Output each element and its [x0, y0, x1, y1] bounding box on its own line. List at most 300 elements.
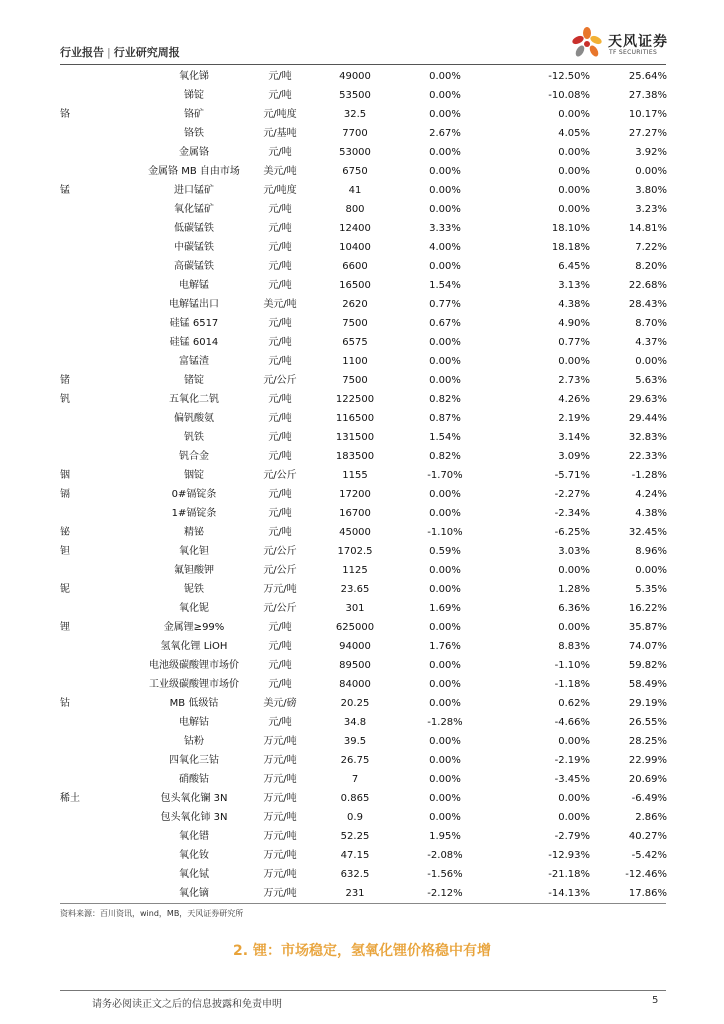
- unit-cell: 万元/吨: [263, 584, 297, 595]
- monthly-change-cell: 3.13%: [558, 280, 590, 291]
- price-cell: 10400: [339, 242, 371, 253]
- product-name-cell: 金属锂≥99%: [163, 622, 225, 633]
- yearly-change-cell: 4.24%: [635, 489, 667, 500]
- unit-cell: 美元/磅: [263, 698, 297, 709]
- category-cell: [60, 637, 100, 656]
- table-row: [60, 314, 666, 333]
- price-cell: 45000: [339, 527, 371, 538]
- weekly-change-cell: 0.00%: [429, 812, 461, 823]
- product-name-cell: 钴粉: [184, 736, 204, 747]
- monthly-change-cell: 4.26%: [558, 394, 590, 405]
- table-row: [60, 713, 666, 732]
- category-cell: [60, 200, 100, 219]
- table-row: [60, 409, 666, 428]
- table-row: [60, 466, 666, 485]
- price-cell: 16500: [339, 280, 371, 291]
- weekly-change-cell: 1.54%: [429, 432, 461, 443]
- product-name-cell: 钒合金: [179, 451, 209, 462]
- yearly-change-cell: 59.82%: [628, 660, 667, 671]
- category-cell: [60, 276, 100, 295]
- footer-disclaimer: 请务必阅读正文之后的信息披露和免责申明: [92, 999, 282, 1010]
- unit-cell: 元/吨: [268, 660, 292, 671]
- product-name-cell: 氧化镝: [179, 888, 209, 899]
- table-row: [60, 124, 666, 143]
- yearly-change-cell: 29.63%: [628, 394, 667, 405]
- category-cell: 钽: [60, 546, 70, 557]
- category-cell: [60, 162, 100, 181]
- category-cell: [60, 808, 100, 827]
- weekly-change-cell: 0.00%: [429, 622, 461, 633]
- monthly-change-cell: 3.09%: [558, 451, 590, 462]
- category-cell: 铟: [60, 470, 70, 481]
- table-row: [60, 694, 666, 713]
- yearly-change-cell: 10.17%: [628, 109, 667, 120]
- unit-cell: 元/吨: [268, 71, 292, 82]
- price-cell: 52.25: [340, 831, 370, 842]
- weekly-change-cell: 0.00%: [429, 71, 461, 82]
- category-cell: [60, 732, 100, 751]
- product-name-cell: 电池级碳酸锂市场价: [149, 660, 239, 671]
- product-name-cell: 高碳锰铁: [174, 261, 214, 272]
- yearly-change-cell: 3.80%: [635, 185, 667, 196]
- price-cell: 301: [345, 603, 365, 614]
- unit-cell: 元/吨: [268, 356, 292, 367]
- product-name-cell: 电解钴: [179, 717, 209, 728]
- category-cell: [60, 333, 100, 352]
- header-separator: |: [107, 46, 111, 59]
- price-cell: 231: [345, 888, 365, 899]
- unit-cell: 元/吨: [268, 337, 292, 348]
- product-name-cell: 包头氧化镧 3N: [160, 793, 228, 804]
- monthly-change-cell: 0.00%: [558, 204, 590, 215]
- unit-cell: 元/吨: [268, 413, 292, 424]
- table-row: [60, 428, 666, 447]
- weekly-change-cell: 0.82%: [429, 394, 461, 405]
- weekly-change-cell: 0.00%: [429, 660, 461, 671]
- category-cell: [60, 314, 100, 333]
- weekly-change-cell: 0.00%: [429, 584, 461, 595]
- unit-cell: 万元/吨: [263, 736, 297, 747]
- category-cell: [60, 827, 100, 846]
- unit-cell: 元/吨: [268, 508, 292, 519]
- page-number: 5: [652, 995, 659, 1006]
- table-row: [60, 808, 666, 827]
- category-cell: [60, 504, 100, 523]
- monthly-change-cell: -3.45%: [554, 774, 590, 785]
- yearly-change-cell: 0.00%: [635, 356, 667, 367]
- unit-cell: 美元/吨: [263, 299, 297, 310]
- monthly-change-cell: 6.45%: [558, 261, 590, 272]
- monthly-change-cell: -2.34%: [554, 508, 590, 519]
- weekly-change-cell: 0.00%: [429, 375, 461, 386]
- price-cell: 32.5: [343, 109, 367, 120]
- logo-flower-icon: [568, 26, 606, 62]
- price-cell: 625000: [335, 622, 375, 633]
- weekly-change-cell: 0.00%: [429, 90, 461, 101]
- monthly-change-cell: -12.93%: [548, 850, 590, 861]
- monthly-change-cell: -12.50%: [548, 71, 590, 82]
- product-name-cell: 锗锭: [184, 375, 204, 386]
- weekly-change-cell: 0.00%: [429, 147, 461, 158]
- monthly-change-cell: -10.08%: [548, 90, 590, 101]
- yearly-change-cell: 4.38%: [635, 508, 667, 519]
- yearly-change-cell: 8.70%: [635, 318, 667, 329]
- price-cell: 34.8: [343, 717, 367, 728]
- table-row: [60, 181, 666, 200]
- table-row: [60, 827, 666, 846]
- yearly-change-cell: 29.19%: [628, 698, 667, 709]
- monthly-change-cell: 0.00%: [558, 109, 590, 120]
- table-row: [60, 86, 666, 105]
- category-cell: 锂: [60, 622, 70, 633]
- yearly-change-cell: 5.63%: [635, 375, 667, 386]
- logo-name-en: TF SECURITIES: [609, 49, 658, 56]
- monthly-change-cell: 18.10%: [551, 223, 590, 234]
- monthly-change-cell: 0.00%: [558, 565, 590, 576]
- weekly-change-cell: -1.28%: [427, 717, 463, 728]
- weekly-change-cell: 0.00%: [429, 774, 461, 785]
- weekly-change-cell: -2.08%: [427, 850, 463, 861]
- company-logo: [568, 26, 672, 62]
- unit-cell: 元/吨: [268, 280, 292, 291]
- unit-cell: 元/吨: [268, 641, 292, 652]
- weekly-change-cell: 1.69%: [429, 603, 461, 614]
- table-row: [60, 219, 666, 238]
- price-cell: 47.15: [340, 850, 370, 861]
- category-cell: [60, 86, 100, 105]
- table-row: [60, 67, 666, 86]
- yearly-change-cell: 0.00%: [635, 166, 667, 177]
- monthly-change-cell: 0.00%: [558, 622, 590, 633]
- product-name-cell: 0#镉锭条: [171, 489, 217, 500]
- table-row: [60, 561, 666, 580]
- weekly-change-cell: 0.00%: [429, 489, 461, 500]
- price-table: [60, 67, 666, 903]
- product-name-cell: 铌铁: [184, 584, 204, 595]
- table-row: [60, 447, 666, 466]
- weekly-change-cell: 0.00%: [429, 185, 461, 196]
- price-cell: 6575: [342, 337, 368, 348]
- category-cell: [60, 447, 100, 466]
- yearly-change-cell: 4.37%: [635, 337, 667, 348]
- price-cell: 39.5: [343, 736, 367, 747]
- unit-cell: 元/吨: [268, 147, 292, 158]
- category-cell: [60, 713, 100, 732]
- monthly-change-cell: 0.00%: [558, 793, 590, 804]
- weekly-change-cell: 0.00%: [429, 166, 461, 177]
- yearly-change-cell: 74.07%: [628, 641, 667, 652]
- weekly-change-cell: 0.00%: [429, 261, 461, 272]
- header-title: [60, 44, 180, 60]
- price-cell: 7700: [342, 128, 368, 139]
- category-cell: 镉: [60, 489, 70, 500]
- category-cell: 稀土: [60, 793, 80, 804]
- category-cell: [60, 409, 100, 428]
- category-cell: [60, 770, 100, 789]
- yearly-change-cell: 0.00%: [635, 565, 667, 576]
- table-row: [60, 789, 666, 808]
- unit-cell: 万元/吨: [263, 755, 297, 766]
- yearly-change-cell: 32.45%: [628, 527, 667, 538]
- price-cell: 122500: [335, 394, 375, 405]
- weekly-change-cell: 0.77%: [429, 299, 461, 310]
- weekly-change-cell: 3.33%: [429, 223, 461, 234]
- price-cell: 12400: [339, 223, 371, 234]
- table-row: [60, 105, 666, 124]
- weekly-change-cell: 0.87%: [429, 413, 461, 424]
- product-name-cell: 工业级碳酸锂市场价: [149, 679, 239, 690]
- yearly-change-cell: 8.20%: [635, 261, 667, 272]
- yearly-change-cell: 14.81%: [628, 223, 667, 234]
- table-row: [60, 238, 666, 257]
- product-name-cell: 中碳锰铁: [174, 242, 214, 253]
- weekly-change-cell: 4.00%: [429, 242, 461, 253]
- product-name-cell: 进口锰矿: [174, 185, 214, 196]
- yearly-change-cell: 29.44%: [628, 413, 667, 424]
- monthly-change-cell: 6.36%: [558, 603, 590, 614]
- weekly-change-cell: 0.00%: [429, 204, 461, 215]
- price-cell: 41: [348, 185, 362, 196]
- category-cell: [60, 295, 100, 314]
- product-name-cell: 锑锭: [184, 90, 204, 101]
- yearly-change-cell: 20.69%: [628, 774, 667, 785]
- table-row: [60, 580, 666, 599]
- category-cell: [60, 352, 100, 371]
- category-cell: [60, 219, 100, 238]
- table-row: [60, 257, 666, 276]
- unit-cell: 万元/吨: [263, 831, 297, 842]
- yearly-change-cell: -1.28%: [631, 470, 667, 481]
- table-row: [60, 295, 666, 314]
- price-cell: 7500: [342, 318, 368, 329]
- table-bottom-border: [60, 903, 666, 904]
- weekly-change-cell: 0.82%: [429, 451, 461, 462]
- monthly-change-cell: 8.83%: [558, 641, 590, 652]
- price-cell: 7500: [342, 375, 368, 386]
- yearly-change-cell: 22.99%: [628, 755, 667, 766]
- price-cell: 1125: [342, 565, 368, 576]
- table-row: [60, 162, 666, 181]
- product-name-cell: 五氧化二钒: [169, 394, 219, 405]
- product-name-cell: 氧化镨: [179, 831, 209, 842]
- weekly-change-cell: 0.00%: [429, 508, 461, 519]
- product-name-cell: 电解锰: [179, 280, 209, 291]
- yearly-change-cell: 3.23%: [635, 204, 667, 215]
- table-row: [60, 751, 666, 770]
- monthly-change-cell: -2.19%: [554, 755, 590, 766]
- unit-cell: 元/吨: [268, 394, 292, 405]
- product-name-cell: 包头氧化铈 3N: [160, 812, 228, 823]
- weekly-change-cell: -1.70%: [427, 470, 463, 481]
- yearly-change-cell: 35.87%: [628, 622, 667, 633]
- yearly-change-cell: 27.27%: [628, 128, 667, 139]
- yearly-change-cell: -12.46%: [625, 869, 667, 880]
- data-source-note: 资料来源：百川资讯，wind，MB，天风证券研究所: [60, 909, 244, 918]
- product-name-cell: 精铋: [184, 527, 204, 538]
- table-row: [60, 865, 666, 884]
- yearly-change-cell: 3.92%: [635, 147, 667, 158]
- monthly-change-cell: 2.73%: [558, 375, 590, 386]
- yearly-change-cell: 40.27%: [628, 831, 667, 842]
- price-cell: 1155: [342, 470, 368, 481]
- category-cell: [60, 238, 100, 257]
- unit-cell: 元/吨: [268, 204, 292, 215]
- product-name-cell: 铬铁: [184, 128, 204, 139]
- unit-cell: 元/吨度: [263, 185, 297, 196]
- weekly-change-cell: 0.00%: [429, 698, 461, 709]
- unit-cell: 元/吨: [268, 261, 292, 272]
- category-cell: 锰: [60, 185, 70, 196]
- unit-cell: 元/公斤: [263, 470, 297, 481]
- yearly-change-cell: 22.68%: [628, 280, 667, 291]
- price-cell: 26.75: [340, 755, 370, 766]
- price-cell: 16700: [339, 508, 371, 519]
- category-cell: 铋: [60, 527, 70, 538]
- table-row: [60, 884, 666, 903]
- weekly-change-cell: -1.56%: [427, 869, 463, 880]
- table-row: [60, 675, 666, 694]
- product-name-cell: 氧化钽: [179, 546, 209, 557]
- unit-cell: 元/吨: [268, 451, 292, 462]
- price-cell: 116500: [335, 413, 375, 424]
- monthly-change-cell: 18.18%: [551, 242, 590, 253]
- monthly-change-cell: 0.77%: [558, 337, 590, 348]
- unit-cell: 万元/吨: [263, 888, 297, 899]
- yearly-change-cell: 5.35%: [635, 584, 667, 595]
- monthly-change-cell: -5.71%: [554, 470, 590, 481]
- monthly-change-cell: -1.10%: [554, 660, 590, 671]
- product-name-cell: 低碳锰铁: [174, 223, 214, 234]
- price-cell: 1702.5: [337, 546, 373, 557]
- footer-divider: [60, 990, 666, 991]
- weekly-change-cell: 0.00%: [429, 109, 461, 120]
- table-row: [60, 637, 666, 656]
- unit-cell: 元/吨: [268, 242, 292, 253]
- product-name-cell: 钒铁: [184, 432, 204, 443]
- price-cell: 7: [351, 774, 359, 785]
- yearly-change-cell: -6.49%: [631, 793, 667, 804]
- table-row: [60, 656, 666, 675]
- product-name-cell: 硅锰 6014: [169, 337, 219, 348]
- weekly-change-cell: -1.10%: [427, 527, 463, 538]
- unit-cell: 元/吨: [268, 318, 292, 329]
- price-cell: 131500: [335, 432, 375, 443]
- weekly-change-cell: 1.54%: [429, 280, 461, 291]
- table-row: [60, 276, 666, 295]
- weekly-change-cell: 1.76%: [429, 641, 461, 652]
- product-name-cell: 氧化锰矿: [174, 204, 214, 215]
- table-row: [60, 542, 666, 561]
- unit-cell: 元/吨: [268, 223, 292, 234]
- monthly-change-cell: 0.00%: [558, 147, 590, 158]
- product-name-cell: 富锰渣: [179, 356, 209, 367]
- yearly-change-cell: 26.55%: [628, 717, 667, 728]
- unit-cell: 元/吨: [268, 527, 292, 538]
- category-cell: [60, 67, 100, 86]
- yearly-change-cell: 7.22%: [635, 242, 667, 253]
- unit-cell: 元/公斤: [263, 603, 297, 614]
- category-cell: 铬: [60, 109, 70, 120]
- price-cell: 0.865: [340, 793, 370, 804]
- yearly-change-cell: -5.42%: [631, 850, 667, 861]
- monthly-change-cell: -21.18%: [548, 869, 590, 880]
- monthly-change-cell: 0.00%: [558, 356, 590, 367]
- yearly-change-cell: 2.86%: [635, 812, 667, 823]
- monthly-change-cell: -2.79%: [554, 831, 590, 842]
- product-name-cell: 氧化铽: [179, 869, 209, 880]
- report-name: 行业研究周报: [113, 46, 180, 59]
- weekly-change-cell: 2.67%: [429, 128, 461, 139]
- table-row: [60, 333, 666, 352]
- table-row: [60, 846, 666, 865]
- monthly-change-cell: 0.00%: [558, 166, 590, 177]
- unit-cell: 元/公斤: [263, 375, 297, 386]
- category-cell: [60, 428, 100, 447]
- section-heading: 2. 锂：市场稳定，氢氧化锂价格稳中有增: [233, 943, 491, 959]
- product-name-cell: MB 低级钴: [169, 698, 219, 709]
- logo-name-cn: 天风证券: [608, 34, 668, 50]
- product-name-cell: 硅锰 6517: [169, 318, 219, 329]
- monthly-change-cell: 4.38%: [558, 299, 590, 310]
- price-cell: 20.25: [340, 698, 370, 709]
- category-cell: [60, 143, 100, 162]
- category-cell: [60, 656, 100, 675]
- yearly-change-cell: 28.25%: [628, 736, 667, 747]
- price-cell: 89500: [339, 660, 371, 671]
- yearly-change-cell: 16.22%: [628, 603, 667, 614]
- unit-cell: 万元/吨: [263, 793, 297, 804]
- table-row: [60, 523, 666, 542]
- product-name-cell: 氧化铌: [179, 603, 209, 614]
- category-cell: 钴: [60, 698, 70, 709]
- monthly-change-cell: 4.05%: [558, 128, 590, 139]
- price-cell: 23.65: [340, 584, 370, 595]
- product-name-cell: 偏钒酸氨: [174, 413, 214, 424]
- unit-cell: 万元/吨: [263, 774, 297, 785]
- price-cell: 17200: [339, 489, 371, 500]
- price-cell: 84000: [339, 679, 371, 690]
- monthly-change-cell: -6.25%: [554, 527, 590, 538]
- yearly-change-cell: 32.83%: [628, 432, 667, 443]
- yearly-change-cell: 17.86%: [628, 888, 667, 899]
- table-row: [60, 732, 666, 751]
- table-row: [60, 504, 666, 523]
- unit-cell: 元/基吨: [263, 128, 297, 139]
- category-cell: [60, 124, 100, 143]
- product-name-cell: 电解锰出口: [169, 299, 219, 310]
- product-name-cell: 铬矿: [184, 109, 204, 120]
- category-cell: [60, 846, 100, 865]
- monthly-change-cell: 3.14%: [558, 432, 590, 443]
- monthly-change-cell: -2.27%: [554, 489, 590, 500]
- category-cell: 锗: [60, 375, 70, 386]
- table-row: [60, 143, 666, 162]
- unit-cell: 元/吨: [268, 622, 292, 633]
- category-cell: [60, 751, 100, 770]
- weekly-change-cell: 0.00%: [429, 679, 461, 690]
- product-name-cell: 金属铬: [179, 147, 209, 158]
- unit-cell: 元/吨: [268, 90, 292, 101]
- price-cell: 49000: [339, 71, 371, 82]
- unit-cell: 万元/吨: [263, 850, 297, 861]
- yearly-change-cell: 25.64%: [628, 71, 667, 82]
- monthly-change-cell: 0.62%: [558, 698, 590, 709]
- category-cell: [60, 865, 100, 884]
- price-cell: 94000: [339, 641, 371, 652]
- product-name-cell: 氟钽酸钾: [174, 565, 214, 576]
- price-cell: 6750: [342, 166, 368, 177]
- unit-cell: 元/吨: [268, 489, 292, 500]
